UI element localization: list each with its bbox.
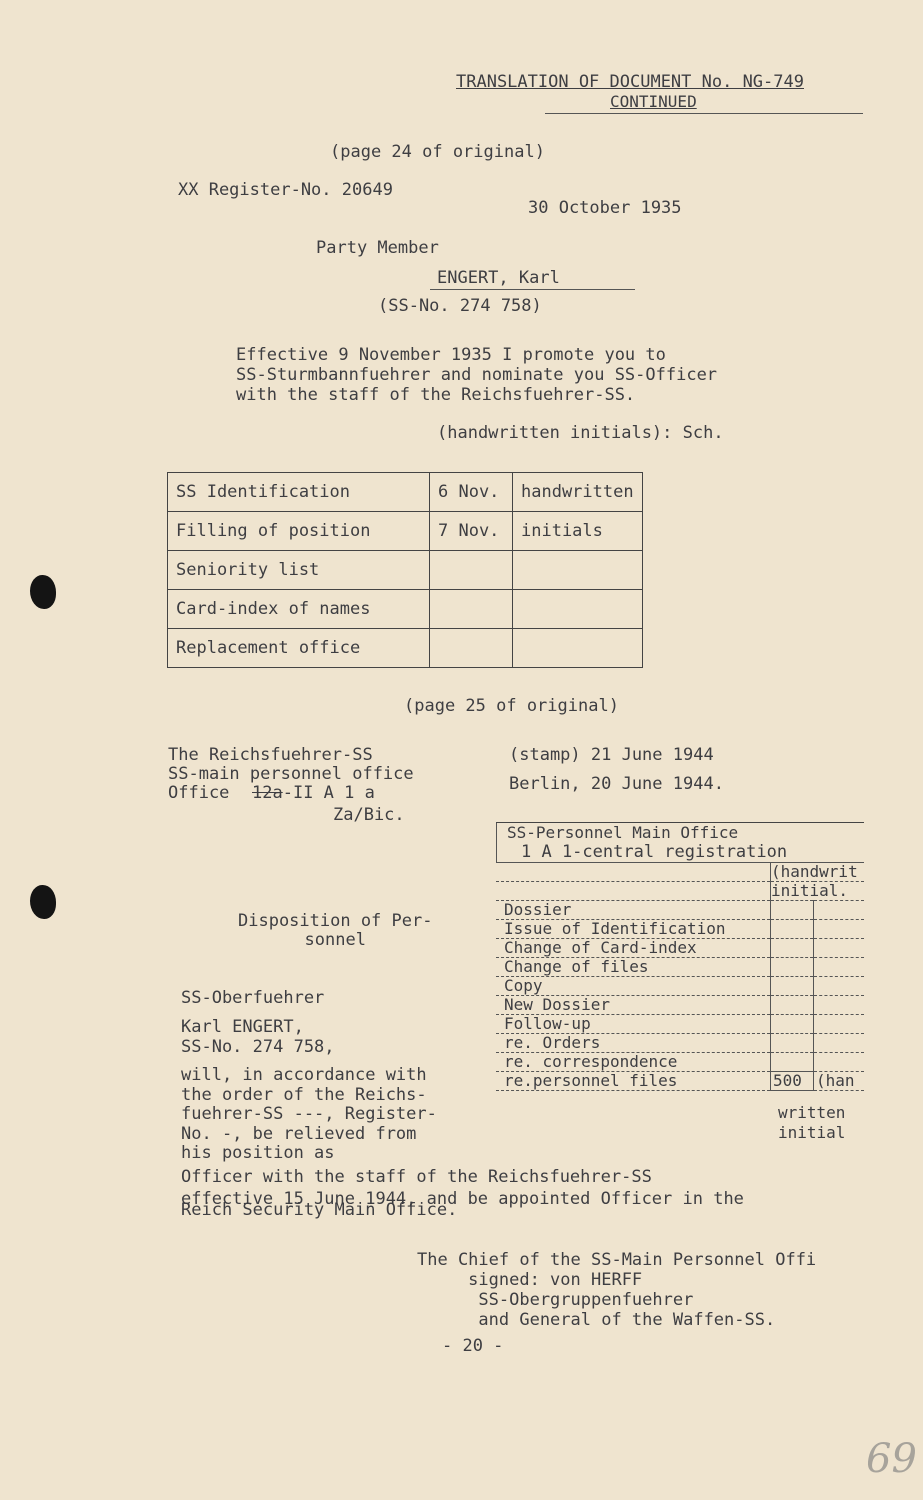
table-row bbox=[496, 1015, 864, 1034]
sender-block: The Reichsfuehrer-SS SS-main personnel office Office bbox=[168, 745, 414, 803]
registry-label: Change of files bbox=[496, 958, 771, 977]
routing-note bbox=[513, 629, 643, 668]
table-row bbox=[168, 629, 643, 668]
addressee-name: ENGERT, Karl bbox=[437, 268, 560, 288]
routing-date: 7 Nov. bbox=[430, 512, 513, 551]
registry-label: Issue of Identification bbox=[496, 920, 771, 939]
disposition-body-full: Officer with the staff of the Reichsfuehrer-SS effective 15 June 1944, and be appointed Officer in the Reich Security Main Office. bbox=[181, 1167, 744, 1220]
page-ref-25: (page 25 of original) bbox=[404, 696, 619, 716]
routing-date: 6 Nov. bbox=[430, 473, 513, 512]
reference-initials: Za/Bic. bbox=[333, 805, 405, 825]
name-rule bbox=[430, 289, 635, 290]
table-row bbox=[496, 996, 864, 1015]
table-row bbox=[168, 512, 643, 551]
table-row bbox=[168, 473, 643, 512]
table-row bbox=[496, 977, 864, 996]
table-row bbox=[496, 920, 864, 939]
rank-line: SS-Oberfuehrer bbox=[181, 988, 325, 1008]
translation-header: TRANSLATION OF DOCUMENT No. NG-749 bbox=[456, 72, 804, 92]
addressee-ss-number: (SS-No. 274 758) bbox=[378, 296, 542, 316]
registry-subtitle: 1 A 1-central registration bbox=[496, 842, 864, 862]
office-code bbox=[252, 784, 375, 803]
routing-date bbox=[430, 590, 513, 629]
receipt-stamp: (stamp) 21 June 1944 bbox=[509, 745, 714, 765]
table-row bbox=[496, 863, 864, 882]
registry-label: re.personnel files bbox=[496, 1072, 771, 1091]
routing-note bbox=[513, 590, 643, 629]
place-date: Berlin, 20 June 1944. bbox=[509, 774, 724, 794]
table-row bbox=[496, 958, 864, 977]
page-ref-24: (page 24 of original) bbox=[330, 142, 545, 162]
routing-note: initials bbox=[513, 512, 643, 551]
routing-label: Card-index of names bbox=[168, 590, 430, 629]
table-row: re.personnel files 500 (han bbox=[496, 1072, 864, 1091]
registry-box bbox=[496, 822, 864, 1091]
routing-label: Seniority list bbox=[168, 551, 430, 590]
registry-header-handwritten: (handwrit bbox=[771, 863, 865, 882]
translation-header-continued: CONTINUED bbox=[610, 92, 697, 111]
subject-line: Disposition of Per- sonnel bbox=[238, 911, 433, 950]
registry-table bbox=[496, 862, 864, 1091]
registry-label: Follow-up bbox=[496, 1015, 771, 1034]
registry-label: Dossier bbox=[496, 901, 771, 920]
table-row bbox=[168, 551, 643, 590]
registry-title: SS-Personnel Main Office bbox=[496, 823, 864, 842]
routing-label: Replacement office bbox=[168, 629, 430, 668]
registry-label: re. Orders bbox=[496, 1034, 771, 1053]
registry-label: Change of Card-index bbox=[496, 939, 771, 958]
header-rule bbox=[545, 113, 863, 114]
office-code-suffix: -II A 1 a bbox=[282, 783, 375, 803]
table-row bbox=[496, 939, 864, 958]
registry-label: re. correspondence bbox=[496, 1053, 771, 1072]
routing-label: Filling of position bbox=[168, 512, 430, 551]
table-row bbox=[496, 1034, 864, 1053]
registry-label: Copy bbox=[496, 977, 771, 996]
table-row bbox=[496, 1053, 864, 1072]
routing-note bbox=[513, 551, 643, 590]
table-row bbox=[496, 882, 864, 901]
routing-date bbox=[430, 551, 513, 590]
punch-hole-bottom bbox=[30, 885, 56, 919]
party-member-label: Party Member bbox=[316, 238, 439, 258]
person-block: Karl ENGERT, SS-No. 274 758, bbox=[181, 1017, 335, 1057]
struck-office-code: 12a bbox=[252, 783, 283, 803]
table-row bbox=[168, 590, 643, 629]
registry-label: New Dossier bbox=[496, 996, 771, 1015]
promotion-text: Effective 9 November 1935 I promote you to SS-Sturmbannfuehrer and nominate you SS-Officer with the staff of the Reichsfuehrer-SS. bbox=[236, 345, 718, 405]
routing-date bbox=[430, 629, 513, 668]
routing-table bbox=[167, 472, 643, 668]
disposition-body-left: will, in accordance with the order of the Reichs- fuehrer-SS ---, Register- No. -, be relieved from his position as bbox=[181, 1065, 437, 1163]
table-row bbox=[496, 901, 864, 920]
registry-header-initials: initial. bbox=[771, 882, 865, 901]
routing-label: SS Identification bbox=[168, 473, 430, 512]
punch-hole-top bbox=[30, 575, 56, 609]
routing-note: handwritten bbox=[513, 473, 643, 512]
letter-date: 30 October 1935 bbox=[528, 198, 682, 218]
signature-block: The Chief of the SS-Main Personnel Offi signed: von HERFF SS-Obergruppenfuehrer and General of the Waffen-SS. bbox=[417, 1250, 817, 1330]
register-number: XX Register-No. 20649 bbox=[178, 180, 393, 200]
archive-stamp-number: 69 bbox=[866, 1436, 917, 1482]
handwritten-initials-sch: (handwritten initials): Sch. bbox=[437, 423, 724, 443]
registry-handwritten-note: written initial bbox=[778, 1103, 846, 1142]
page-number: - 20 - bbox=[442, 1336, 504, 1356]
